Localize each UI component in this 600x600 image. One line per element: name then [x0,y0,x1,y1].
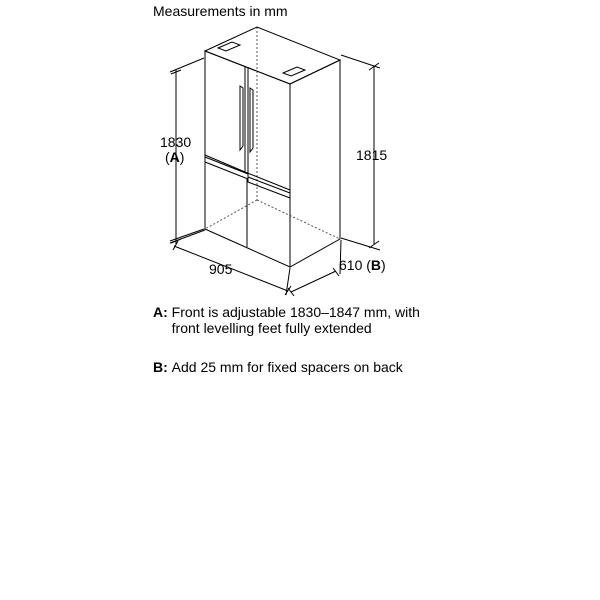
depth-dimension [288,240,341,296]
depth-marker: (B) [366,257,386,273]
diagram-title: Measurements in mm [153,3,288,19]
height-a-marker: (A) [165,149,185,165]
note-a-line-1: Front is adjustable 1830–1847 mm, with [171,304,420,320]
note-a [153,304,420,336]
height-a-value: 1830 [160,134,192,150]
note-a-line-2: front levelling feet fully extended [171,320,372,336]
height-right-value: 1815 [356,147,388,163]
fridge-body [205,27,340,267]
note-b-key: B: [153,359,168,375]
depth-number: 610 [339,257,363,273]
note-b-line-1: Add 25 mm for fixed spacers on back [171,359,403,375]
note-a-key: A: [153,304,168,320]
depth-value [339,257,386,273]
note-b [153,359,403,375]
width-value: 905 [209,261,233,277]
